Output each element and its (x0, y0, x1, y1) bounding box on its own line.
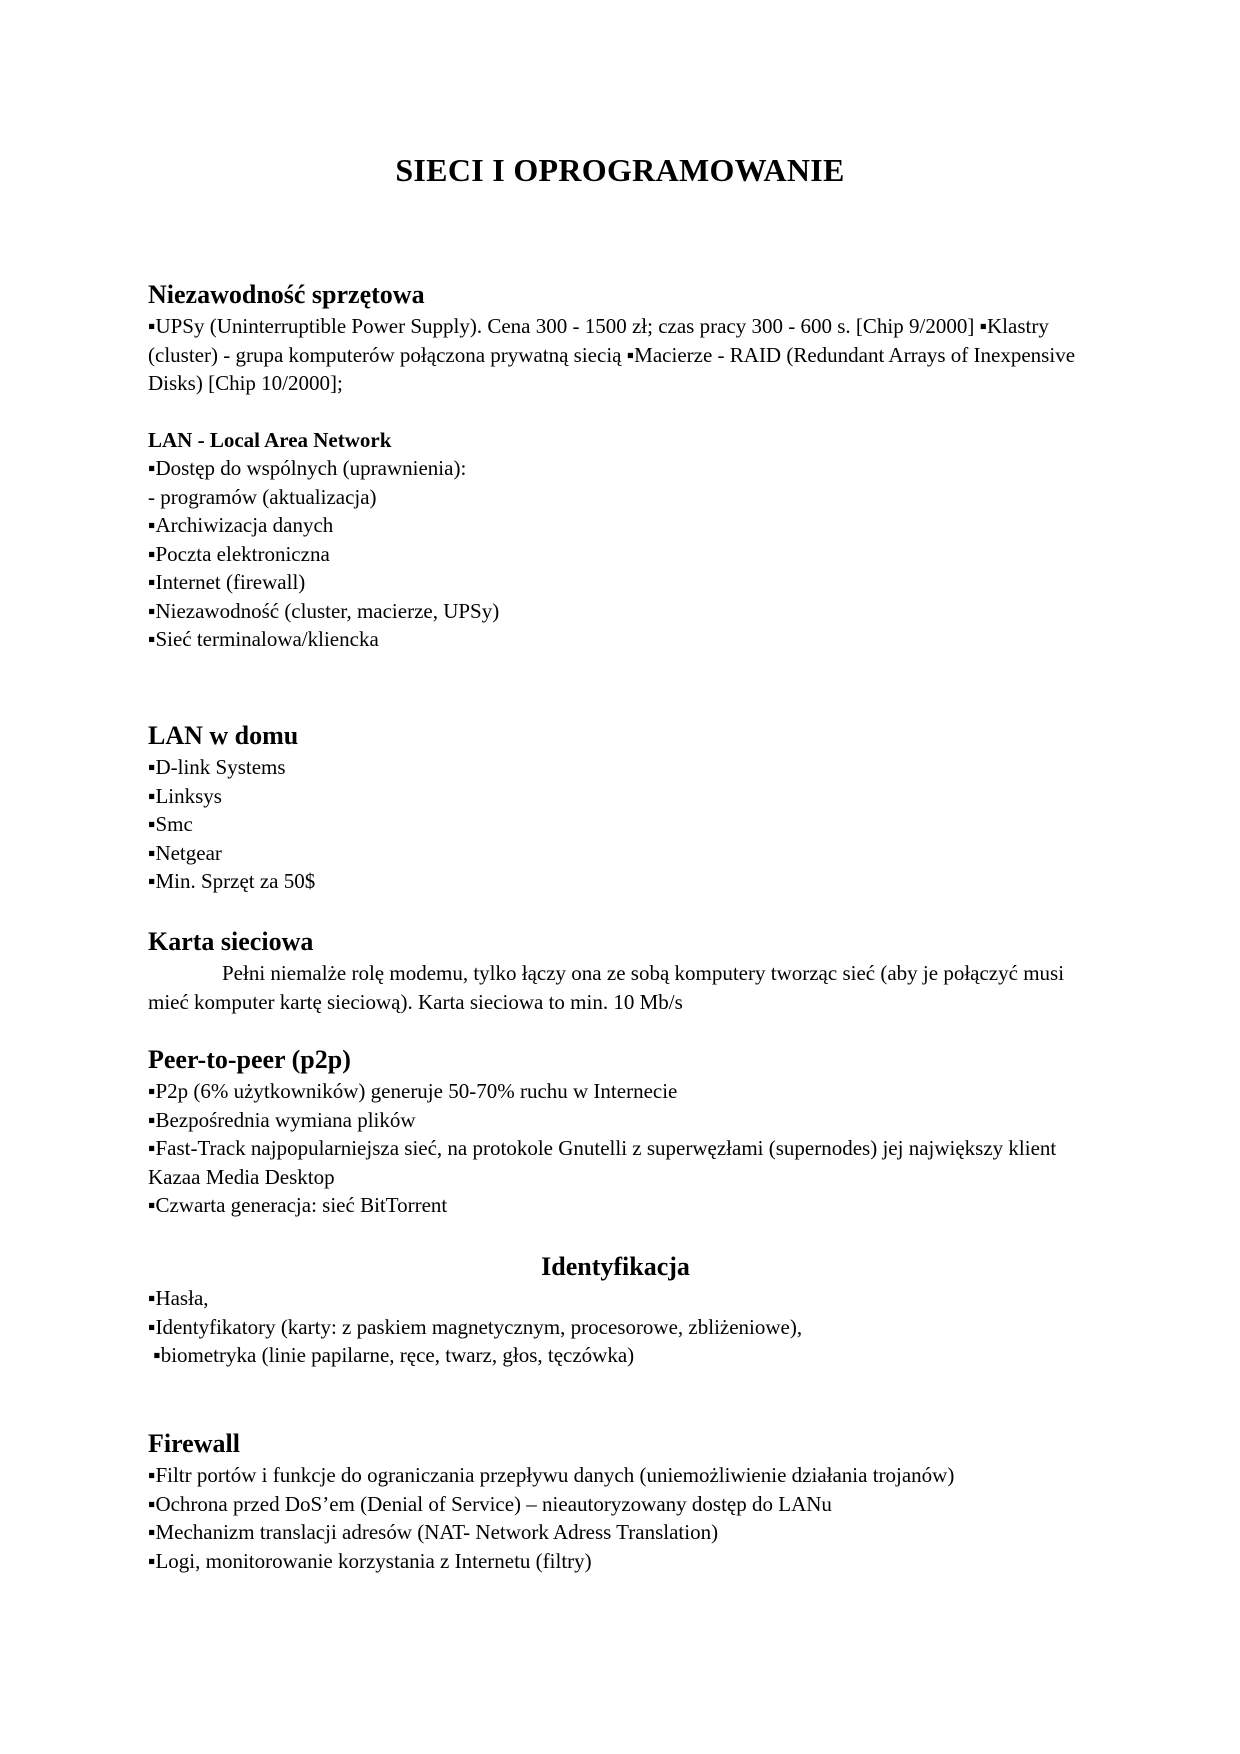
section-hardware-reliability (148, 278, 1083, 398)
section-identification (148, 1250, 1083, 1370)
list-item: ▪Archiwizacja danych (148, 513, 334, 537)
section-firewall (148, 1427, 1083, 1575)
list-item: ▪Logi, monitorowanie korzystania z Internetu (filtry) (148, 1548, 592, 1573)
list-item: ▪Poczta elektroniczna (148, 541, 330, 566)
list-item: ▪biometryka (linie papilarne, ręce, twarz, głos, tęczówka) (148, 1343, 635, 1367)
list-item: ▪Mechanizm translacji adresów (NAT- Network Adress Translation) (148, 1520, 719, 1544)
section-heading: Peer-to-peer (p2p) (148, 1045, 351, 1074)
list-item: ▪Sieć terminalowa/kliencka (148, 627, 379, 651)
list-item: ▪Fast-Track najpopularniejsza sieć, na protokole Gnutelli z superwęzłami (supernodes) jej największy klient Kazaa Media Desktop (148, 1136, 1057, 1189)
list-item: ▪Ochrona przed DoS’em (Denial of Service) – nieautoryzowany dostęp do LANu (148, 1491, 832, 1516)
section-lan (148, 426, 1083, 654)
section-heading: Identyfikacja (541, 1252, 690, 1281)
list-item: ▪Czwarta generacja: sieć BitTorrent (148, 1193, 448, 1217)
list-item: ▪Linksys (148, 783, 222, 808)
list-item: ▪D-link Systems (148, 755, 286, 779)
list-item: ▪Bezpośrednia wymiana plików (148, 1107, 416, 1132)
list-item: ▪Min. Sprzęt za 50$ (148, 869, 316, 893)
section-paragraph: Pełni niemalże rolę modemu, tylko łączy ona ze sobą komputery tworząc sieć (aby je połączyć musi mieć komputer kartę sieciową). Karta sieciowa to min. 10 Mb/s (148, 961, 1065, 1014)
document-title: SIECI I OPROGRAMOWANIE (395, 152, 845, 188)
list-item: ▪Filtr portów i funkcje do ograniczania przepływu danych (uniemożliwienie działania trojanów) (148, 1463, 955, 1487)
section-network-card (148, 925, 1083, 1016)
section-paragraph: ▪UPSy (Uninterruptible Power Supply). Cena 300 - 1500 zł; czas pracy 300 - 600 s. [Chip 9/2000] ▪Klastry (cluster) - grupa komputerów połączona prywatną siecią ▪Macierze - RAID (Redundant Arrays of Inexpensive Disks) [Chip 10/2000]; (148, 314, 1076, 395)
list-item: ▪Smc (148, 812, 193, 836)
section-heading: LAN - Local Area Network (148, 428, 392, 452)
list-item: ▪Identyfikatory (karty: z paskiem magnetycznym, procesorowe, zbliżeniowe), (148, 1314, 803, 1339)
list-item: ▪Internet (firewall) (148, 570, 306, 594)
list-item: - programów (aktualizacja) (148, 484, 377, 509)
section-home-lan (148, 719, 1083, 896)
list-item: ▪Niezawodność (cluster, macierze, UPSy) (148, 598, 500, 623)
list-item: ▪Dostęp do wspólnych (uprawnienia): (148, 456, 467, 480)
section-heading: Karta sieciowa (148, 927, 314, 956)
section-heading: LAN w domu (148, 721, 299, 750)
section-heading: Niezawodność sprzętowa (148, 280, 425, 309)
section-p2p (148, 1043, 1083, 1220)
list-item: ▪P2p (6% użytkowników) generuje 50-70% ruchu w Internecie (148, 1079, 678, 1103)
list-item: ▪Netgear (148, 840, 222, 865)
list-item: ▪Hasła, (148, 1286, 209, 1310)
section-heading: Firewall (148, 1429, 240, 1458)
